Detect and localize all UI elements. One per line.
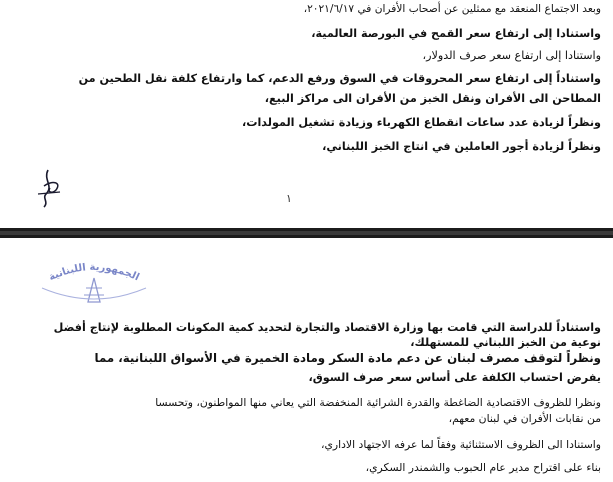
document-page-1 (0, 0, 613, 228)
official-seal (34, 254, 154, 312)
text-line-dollar-rate: واستنادا إلى ارتفاع سعر صرف الدولار، (422, 49, 601, 62)
text-line-electricity: ونظراً لزيادة عدد ساعات انقطاع الكهرباء وزيادة تشغيل المولدات، (241, 116, 601, 129)
text-line-market-rate: يفرض احتساب الكلفة على أساس سعر صرف السوق، (308, 371, 601, 384)
text-line-director-proposal: بناء على اقتراح مدير عام الحبوب والشمندر السكري، (365, 461, 601, 474)
text-line-fuel-price: واستناداً إلى ارتفاع سعر المحروقات في السوق ورفع الدعم، كما وارتفاع كلفة نقل الطحين من (78, 72, 601, 85)
text-line-wages: ونظراً لزيادة أجور العاملين في انتاج الخبز اللبناني، (322, 140, 601, 153)
text-line-bakery-unions: من نقابات الأفران في لبنان معهم، (448, 412, 601, 425)
seal-text: الجمهورية اللبنانية (47, 261, 141, 284)
text-line-transport: المطاحن الى الأفران ونقل الخبز من الأفران الى مراكز البيع، (264, 92, 601, 105)
text-line-study: واستناداً للدراسة التي قامت بها وزارة الاقتصاد والتجارة لتحديد كمية المكونات المطلوبة لإنتاج أفضل (53, 321, 601, 334)
document-page-2 (0, 238, 613, 482)
text-line-bread-quality: نوعية من الخبز اللبناني للمستهلك، (410, 336, 601, 349)
text-line-wheat-price: واستنادا إلى ارتفاع سعر القمح في البورصة العالمية، (311, 27, 601, 40)
text-line-sugar-yeast: ونظراً لتوقف مصرف لبنان عن دعم مادة السكر ومادة الخميرة في الأسواق اللبنانية، مما (94, 351, 601, 365)
signature-mark (34, 168, 68, 208)
text-line-exceptional: واستنادا الى الظروف الاستثنائية وفقاً لما عرفه الاجتهاد الاداري، (320, 438, 601, 451)
text-line-meeting: وبعد الاجتماع المنعقد مع ممثلين عن أصحاب الأفران في ٢٠٢١/٦/١٧، (303, 3, 601, 15)
text-line-economic-conditions: ونظرا للظروف الاقتصادية الضاغطة والقدرة الشرائية المنخفضة التي يعاني منها المواطنون، وتحسسا (155, 396, 601, 409)
page-separator (0, 228, 613, 238)
page-number: ١ (286, 192, 292, 205)
